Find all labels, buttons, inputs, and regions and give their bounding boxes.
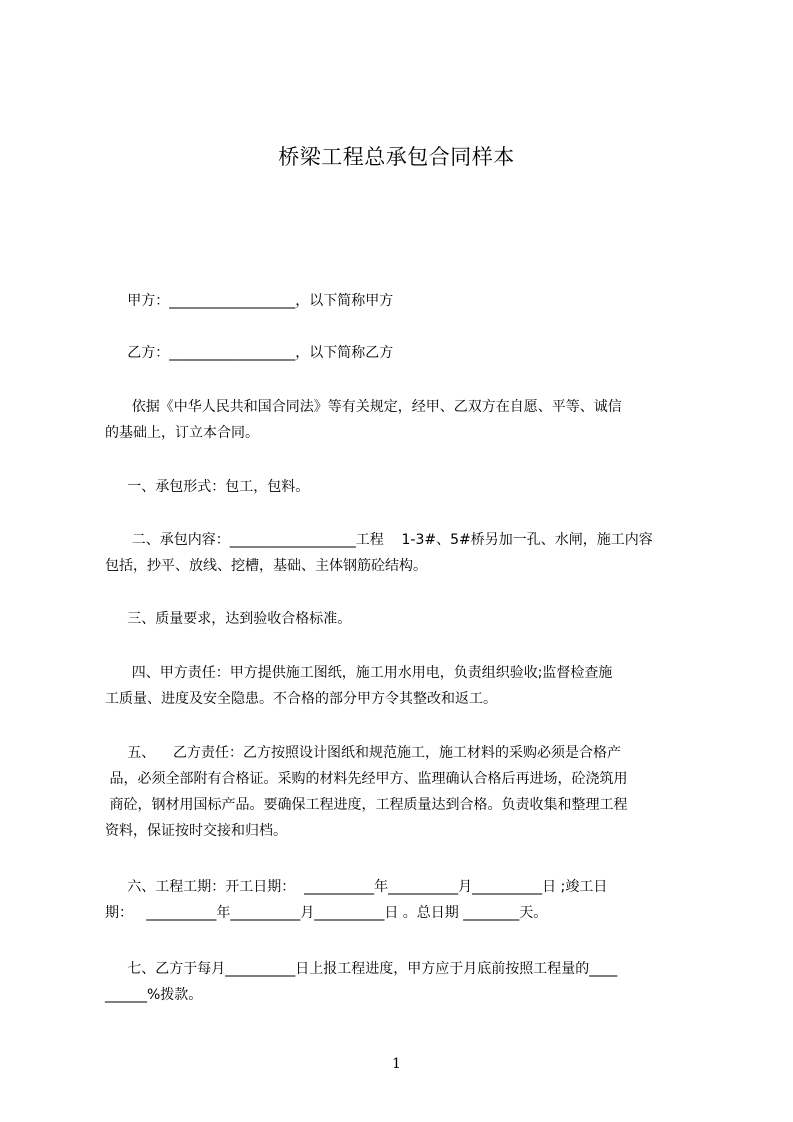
- paragraph-party-a: [105, 288, 705, 314]
- paragraph-party-b: [105, 340, 705, 366]
- page-number: 1: [392, 1056, 401, 1072]
- paragraph-contract-content: [105, 527, 705, 579]
- text-line: 五、 乙方责任：乙方按照设计图纸和规范施工，施工材料的采购必须是合格产: [105, 745, 622, 761]
- text-line: 商砼，钢材用国标产品。要确保工程进度，工程质量达到合格。负责收集和整理工程: [105, 797, 628, 813]
- paragraph-payment: [105, 956, 705, 1008]
- text-line: 品，必须全部附有合格证。采购的材料先经甲方、监理确认合格后再进场，砼浇筑用: [105, 771, 628, 787]
- text-line: 七、乙方于每月__________日上报工程进度，甲方应于月底前按照工程量的____: [105, 961, 618, 977]
- text-line: 包括，抄平、放线、挖槽，基础、主体钢筋砼结构。: [105, 558, 427, 574]
- paragraph-schedule: [105, 874, 705, 926]
- text-line: 乙方：__________________，以下简称乙方: [105, 345, 394, 361]
- text-line: 的基础上，订立本合同。: [105, 425, 259, 441]
- paragraph-party-b-duties: [105, 740, 705, 844]
- document-title: 桥梁工程总承包合同样本: [278, 145, 515, 169]
- paragraph-basis: [105, 394, 705, 446]
- text-line: 资料，保证按时交接和归档。: [105, 823, 287, 839]
- paragraph-party-a-duties: [105, 660, 705, 712]
- paragraph-quality: [105, 606, 705, 632]
- text-line: 期： __________年__________月__________日 。总日期 ________天。: [105, 905, 548, 921]
- text-line: 三、质量要求，达到验收合格标准。: [105, 611, 352, 627]
- text-line: 一、承包形式：包工，包料。: [105, 479, 310, 495]
- text-line: 六、工程工期：开工日期： __________年__________月__________日 ;竣工日: [105, 879, 608, 895]
- text-line: 工质量、进度及安全隐患。不合格的部分甲方令其整改和返工。: [105, 691, 497, 707]
- text-line: 依据《中华人民共和国合同法》等有关规定，经甲、乙双方在自愿、平等、诚信: [105, 399, 622, 415]
- text-line: ______%拨款。: [105, 987, 203, 1003]
- text-line: 甲方：__________________，以下简称甲方: [105, 293, 394, 309]
- text-line: 四、甲方责任：甲方提供施工图纸，施工用水用电，负责组织验收;监督检查施: [105, 665, 613, 681]
- paragraph-contract-form: [105, 474, 705, 500]
- text-line: 二、承包内容：__________________工程 1-3#、5#桥另加一孔、水闸，施工内容: [105, 532, 653, 548]
